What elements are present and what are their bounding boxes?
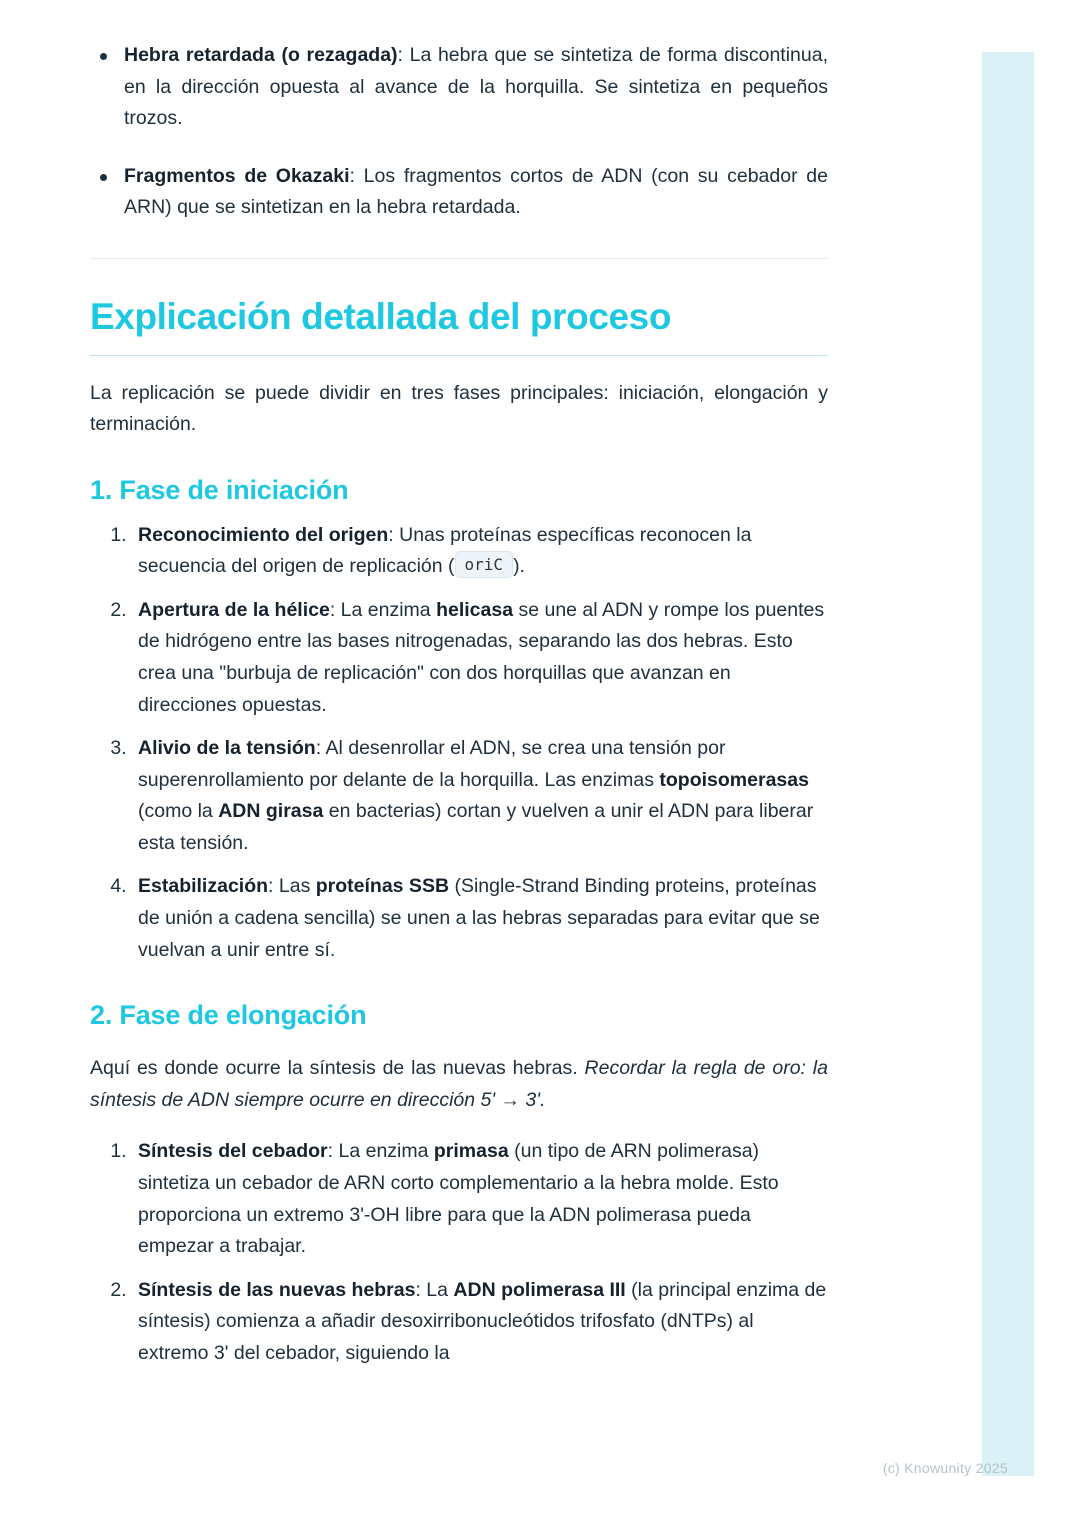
step-emphasis: proteínas SSB — [315, 875, 450, 898]
step-term: Síntesis de las nuevas hebras — [138, 1278, 416, 1301]
step-term: Reconocimiento del origen — [138, 523, 389, 546]
list-item — [132, 1136, 828, 1262]
definition-bullet-list — [90, 40, 828, 224]
step-text: : Unas proteínas específicas reconocen la secuencia del origen de replicación ( — [138, 523, 752, 578]
step-emphasis-2: ADN girasa — [218, 800, 324, 823]
copyright-watermark: (c) Knowunity 2025 — [882, 1460, 1008, 1476]
bullet-text: : La hebra que se sintetiza de forma discontinua, en la dirección opuesta al avance de la horquilla. Se sintetiza en pequeños trozos. — [124, 44, 829, 130]
step-emphasis: topoisomerasas — [659, 768, 809, 791]
step-text-tail: (Single-Strand Binding proteins, proteínas de unión a cadena sencilla) se unen a las hebras separadas para evitar que se vuelvan a unir entre sí. — [138, 875, 820, 961]
bullet-text: : Los fragmentos cortos de ADN (con su cebador de ARN) que se sintetizan en la hebra retardada. — [124, 164, 828, 219]
phase-1-heading: 1. Fase de iniciación — [90, 474, 349, 505]
list-item — [132, 520, 828, 583]
document-content — [90, 40, 828, 1381]
phase-2-intro-emphasis: Recordar la regla de oro: la síntesis de ADN siempre ocurre en dirección 5' → 3'. — [90, 1057, 828, 1111]
list-item — [90, 40, 828, 135]
step-text-tail: en bacterias) cortan y vuelven a unir el ADN para liberar esta tensión. — [138, 800, 814, 854]
step-text-tail: (la principal enzima de síntesis) comienza a añadir desoxirribonucleótidos trifosfato (dNTPs) al extremo 3' del cebador, siguiendo la — [138, 1278, 827, 1364]
list-item — [132, 595, 828, 721]
step-term: Síntesis del cebador — [138, 1140, 328, 1163]
phase-2-heading: 2. Fase de elongación — [90, 1000, 367, 1031]
section-divider — [90, 258, 828, 259]
list-item — [90, 161, 828, 224]
phase-2-intro-text: Aquí es donde ocurre la síntesis de las nuevas hebras. — [90, 1057, 585, 1080]
step-term: Alivio de la tensión — [138, 737, 316, 760]
step-term: Apertura de la hélice — [138, 598, 330, 621]
bullet-term: Hebra retardada (o rezagada) — [124, 44, 398, 66]
intro-paragraph: La replicación se puede dividir en tres fases principales: iniciación, elongación y terminación. — [90, 381, 828, 436]
step-text: : La enzima — [329, 598, 437, 621]
oric-code-chip: oriC — [455, 551, 514, 578]
page-title: Explicación detallada del proceso — [90, 295, 672, 337]
step-text-tail: se une al ADN y rompe los puentes de hidrógeno entre las bases nitrogenadas, separando las dos hebras. Esto crea una "burbuja de replicación" con dos horquillas que avanzan en direcciones opuestas. — [138, 598, 825, 716]
step-text-mid: (como la — [138, 800, 219, 823]
step-emphasis: ADN polimerasa III — [453, 1278, 626, 1301]
right-side-strip — [972, 0, 1080, 1528]
bullet-term: Fragmentos de Okazaki — [124, 164, 350, 187]
phase-1-steps — [90, 520, 828, 967]
list-item — [132, 1275, 828, 1370]
list-item — [132, 871, 828, 966]
step-term: Estabilización — [138, 875, 269, 898]
phase-2-intro — [90, 1053, 828, 1116]
title-underline — [90, 355, 828, 356]
step-text: : La enzima — [327, 1140, 434, 1163]
step-emphasis: helicasa — [436, 598, 514, 621]
scroll-accent-bar — [982, 52, 1034, 1476]
step-text-tail: (un tipo de ARN polimerasa) sintetiza un cebador de ARN corto complementario a la hebra molde. Esto proporciona un extremo 3'-OH libre para que la ADN polimerasa pueda empezar a trabajar. — [138, 1140, 779, 1258]
phase-2-steps — [90, 1136, 828, 1369]
step-text: : La — [415, 1278, 454, 1301]
step-text: : Las — [268, 875, 316, 898]
list-item — [132, 733, 828, 859]
step-text-tail: ). — [513, 555, 525, 578]
step-emphasis: primasa — [433, 1140, 509, 1163]
step-text: : Al desenrollar el ADN, se crea una tensión por superenrollamiento por delante de la horquilla. Las enzimas — [138, 737, 726, 791]
